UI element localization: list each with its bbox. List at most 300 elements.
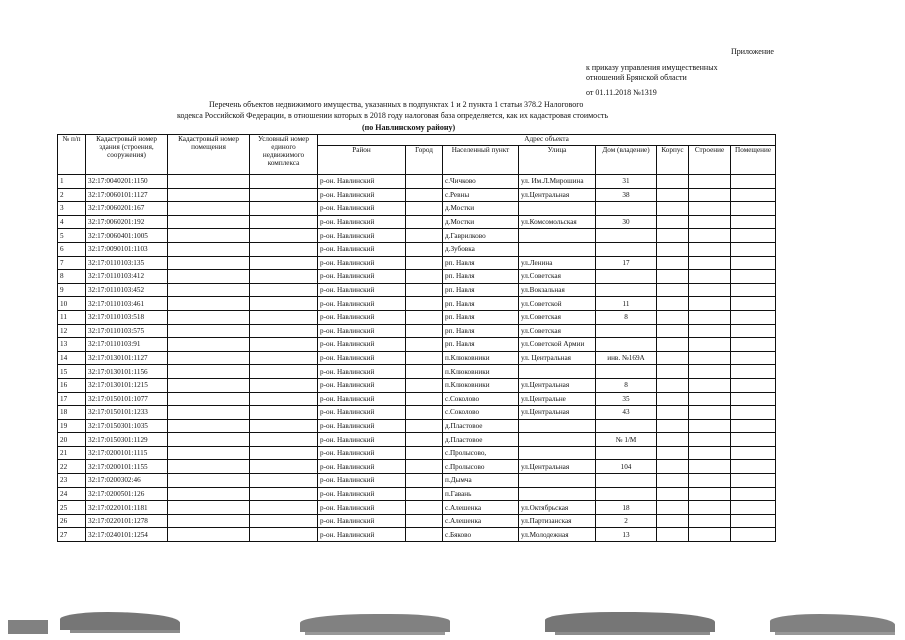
district-cell: р-он. Навлинский <box>318 270 406 284</box>
settlement-cell: д.Мостки <box>443 215 519 229</box>
district-cell: р-он. Навлинский <box>318 378 406 392</box>
city-cell <box>406 338 443 352</box>
house-cell: 8 <box>596 378 657 392</box>
house-cell <box>596 419 657 433</box>
room-cell <box>731 365 776 379</box>
settlement-cell: п.Гавань <box>443 487 519 501</box>
street-cell: ул.Советская <box>519 310 596 324</box>
cad-building-cell: 32:17:0130101:1156 <box>86 365 168 379</box>
korpus-cell <box>657 202 689 216</box>
room-cell <box>731 433 776 447</box>
row-number: 24 <box>58 487 86 501</box>
korpus-cell <box>657 338 689 352</box>
cond-num-cell <box>250 283 318 297</box>
district-cell: р-он. Навлинский <box>318 188 406 202</box>
house-cell: 30 <box>596 215 657 229</box>
building-cell <box>689 256 731 270</box>
korpus-cell <box>657 474 689 488</box>
document-title-line-1: Перечень объектов недвижимого имущества, указанных в подпунктах 1 и 2 пункта 1 статьи 378.2 Налогового <box>209 100 584 109</box>
house-cell <box>596 229 657 243</box>
cad-building-cell: 32:17:0110103:518 <box>86 310 168 324</box>
table-row <box>58 351 776 365</box>
cad-building-cell: 32:17:0060201:167 <box>86 202 168 216</box>
house-cell: 8 <box>596 310 657 324</box>
row-number: 15 <box>58 365 86 379</box>
district-cell: р-он. Навлинский <box>318 256 406 270</box>
room-cell <box>731 242 776 256</box>
table-row <box>58 460 776 474</box>
street-cell: ул.Советской Армии <box>519 338 596 352</box>
city-cell <box>406 406 443 420</box>
house-cell: 17 <box>596 256 657 270</box>
district-cell: р-он. Навлинский <box>318 487 406 501</box>
korpus-cell <box>657 283 689 297</box>
city-cell <box>406 487 443 501</box>
col-room-header: Помещение <box>731 146 776 175</box>
row-number: 11 <box>58 310 86 324</box>
district-cell: р-он. Навлинский <box>318 419 406 433</box>
cond-num-cell <box>250 365 318 379</box>
cad-room-cell <box>168 501 250 515</box>
building-cell <box>689 474 731 488</box>
street-cell: ул.Октябрьская <box>519 501 596 515</box>
table-row <box>58 229 776 243</box>
city-cell <box>406 365 443 379</box>
street-cell <box>519 446 596 460</box>
cad-building-cell: 32:17:0200101:1155 <box>86 460 168 474</box>
district-cell: р-он. Навлинский <box>318 202 406 216</box>
cad-room-cell <box>168 242 250 256</box>
table-row <box>58 419 776 433</box>
house-cell: 104 <box>596 460 657 474</box>
order-line-1: к приказу управления имущественных <box>586 63 718 72</box>
building-cell <box>689 338 731 352</box>
table-row <box>58 202 776 216</box>
building-cell <box>689 202 731 216</box>
cond-num-cell <box>250 229 318 243</box>
settlement-cell: рп. Навля <box>443 297 519 311</box>
cond-num-cell <box>250 256 318 270</box>
korpus-cell <box>657 175 689 189</box>
cad-room-cell <box>168 351 250 365</box>
order-line-2: отношений Брянской области <box>586 73 687 82</box>
settlement-cell: д.Пластовое <box>443 419 519 433</box>
row-number: 14 <box>58 351 86 365</box>
col-cond-num-header: Условный номер единого недвижимого комплекса <box>250 135 318 175</box>
table-row <box>58 338 776 352</box>
row-number: 5 <box>58 229 86 243</box>
row-number: 2 <box>58 188 86 202</box>
room-cell <box>731 501 776 515</box>
cad-building-cell: 32:17:0110103:135 <box>86 256 168 270</box>
city-cell <box>406 514 443 528</box>
cond-num-cell <box>250 215 318 229</box>
room-cell <box>731 310 776 324</box>
house-cell <box>596 202 657 216</box>
settlement-cell: п.Дымча <box>443 474 519 488</box>
cad-room-cell <box>168 324 250 338</box>
table-body <box>58 175 776 542</box>
cond-num-cell <box>250 501 318 515</box>
settlement-cell: с.Бяково <box>443 528 519 542</box>
city-cell <box>406 446 443 460</box>
cad-building-cell: 32:17:0060401:1005 <box>86 229 168 243</box>
cond-num-cell <box>250 460 318 474</box>
korpus-cell <box>657 351 689 365</box>
row-number: 19 <box>58 419 86 433</box>
city-cell <box>406 283 443 297</box>
room-cell <box>731 270 776 284</box>
col-address-header: Адрес объекта <box>318 135 776 146</box>
cond-num-cell <box>250 392 318 406</box>
row-number: 1 <box>58 175 86 189</box>
building-cell <box>689 215 731 229</box>
settlement-cell: с.Алешенка <box>443 514 519 528</box>
building-cell <box>689 297 731 311</box>
settlement-cell: с.Пролысово <box>443 460 519 474</box>
district-cell: р-он. Навлинский <box>318 514 406 528</box>
district-cell: р-он. Навлинский <box>318 310 406 324</box>
cad-room-cell <box>168 419 250 433</box>
korpus-cell <box>657 446 689 460</box>
korpus-cell <box>657 501 689 515</box>
settlement-cell: д.Пластовое <box>443 433 519 447</box>
korpus-cell <box>657 487 689 501</box>
city-cell <box>406 474 443 488</box>
cad-building-cell: 32:17:0150101:1233 <box>86 406 168 420</box>
district-cell: р-он. Навлинский <box>318 242 406 256</box>
row-number: 17 <box>58 392 86 406</box>
row-number: 27 <box>58 528 86 542</box>
cad-building-cell: 32:17:0040201:1150 <box>86 175 168 189</box>
street-cell: ул.Центральная <box>519 188 596 202</box>
table-row <box>58 188 776 202</box>
district-cell: р-он. Навлинский <box>318 528 406 542</box>
settlement-cell: рп. Навля <box>443 338 519 352</box>
cond-num-cell <box>250 528 318 542</box>
building-cell <box>689 270 731 284</box>
cond-num-cell <box>250 419 318 433</box>
row-number: 9 <box>58 283 86 297</box>
room-cell <box>731 446 776 460</box>
table-row <box>58 501 776 515</box>
korpus-cell <box>657 256 689 270</box>
house-cell <box>596 242 657 256</box>
cad-building-cell: 32:17:0090101:1103 <box>86 242 168 256</box>
settlement-cell: с.Ревны <box>443 188 519 202</box>
korpus-cell <box>657 310 689 324</box>
building-cell <box>689 188 731 202</box>
cad-room-cell <box>168 378 250 392</box>
city-cell <box>406 256 443 270</box>
room-cell <box>731 283 776 297</box>
settlement-cell: рп. Навля <box>443 324 519 338</box>
building-cell <box>689 487 731 501</box>
city-cell <box>406 297 443 311</box>
col-settlement-header: Населенный пункт <box>443 146 519 175</box>
building-cell <box>689 528 731 542</box>
building-cell <box>689 351 731 365</box>
row-number: 23 <box>58 474 86 488</box>
room-cell <box>731 215 776 229</box>
col-house-header: Дом (владение) <box>596 146 657 175</box>
settlement-cell: рп. Навля <box>443 270 519 284</box>
street-cell <box>519 229 596 243</box>
table-row <box>58 175 776 189</box>
building-cell <box>689 378 731 392</box>
cond-num-cell <box>250 188 318 202</box>
table-row <box>58 256 776 270</box>
house-cell <box>596 487 657 501</box>
street-cell: ул.Центральная <box>519 406 596 420</box>
district-cell: р-он. Навлинский <box>318 283 406 297</box>
cad-room-cell <box>168 514 250 528</box>
district-cell: р-он. Навлинский <box>318 460 406 474</box>
cad-room-cell <box>168 310 250 324</box>
room-cell <box>731 528 776 542</box>
street-cell: ул.Центральная <box>519 378 596 392</box>
row-number: 20 <box>58 433 86 447</box>
street-cell: ул. Центральная <box>519 351 596 365</box>
house-cell <box>596 474 657 488</box>
korpus-cell <box>657 378 689 392</box>
settlement-cell: д.Гаврилково <box>443 229 519 243</box>
row-number: 10 <box>58 297 86 311</box>
settlement-cell: с.Пролысово, <box>443 446 519 460</box>
district-cell: р-он. Навлинский <box>318 324 406 338</box>
cad-building-cell: 32:17:0060101:1127 <box>86 188 168 202</box>
house-cell <box>596 324 657 338</box>
cond-num-cell <box>250 433 318 447</box>
building-cell <box>689 242 731 256</box>
table-row <box>58 283 776 297</box>
city-cell <box>406 378 443 392</box>
district-cell: р-он. Навлинский <box>318 365 406 379</box>
table-row <box>58 242 776 256</box>
appendix-label: Приложение <box>731 47 774 56</box>
house-cell: 35 <box>596 392 657 406</box>
cad-room-cell <box>168 433 250 447</box>
cond-num-cell <box>250 242 318 256</box>
row-number: 13 <box>58 338 86 352</box>
col-district-header: Район <box>318 146 406 175</box>
order-date: от 01.11.2018 №1319 <box>586 88 657 97</box>
cad-room-cell <box>168 406 250 420</box>
city-cell <box>406 310 443 324</box>
table-row <box>58 528 776 542</box>
cad-building-cell: 32:17:0240101:1254 <box>86 528 168 542</box>
room-cell <box>731 460 776 474</box>
cad-room-cell <box>168 338 250 352</box>
district-cell: р-он. Навлинский <box>318 392 406 406</box>
building-cell <box>689 283 731 297</box>
row-number: 6 <box>58 242 86 256</box>
building-cell <box>689 229 731 243</box>
cond-num-cell <box>250 338 318 352</box>
korpus-cell <box>657 270 689 284</box>
room-cell <box>731 351 776 365</box>
korpus-cell <box>657 528 689 542</box>
building-cell <box>689 175 731 189</box>
street-cell <box>519 487 596 501</box>
cad-building-cell: 32:17:0110103:461 <box>86 297 168 311</box>
objects-table <box>57 134 776 542</box>
room-cell <box>731 338 776 352</box>
city-cell <box>406 242 443 256</box>
city-cell <box>406 270 443 284</box>
building-cell <box>689 324 731 338</box>
house-cell <box>596 365 657 379</box>
table-row <box>58 487 776 501</box>
col-city-header: Город <box>406 146 443 175</box>
cad-building-cell: 32:17:0130101:1127 <box>86 351 168 365</box>
district-subtitle: (по Навлинскому району) <box>362 123 456 132</box>
cond-num-cell <box>250 378 318 392</box>
row-number: 8 <box>58 270 86 284</box>
cad-room-cell <box>168 270 250 284</box>
scan-noise-band <box>0 602 905 640</box>
district-cell: р-он. Навлинский <box>318 446 406 460</box>
cad-room-cell <box>168 365 250 379</box>
room-cell <box>731 514 776 528</box>
room-cell <box>731 378 776 392</box>
room-cell <box>731 202 776 216</box>
row-number: 7 <box>58 256 86 270</box>
korpus-cell <box>657 365 689 379</box>
korpus-cell <box>657 460 689 474</box>
city-cell <box>406 229 443 243</box>
cad-building-cell: 32:17:0110103:452 <box>86 283 168 297</box>
cad-building-cell: 32:17:0200501:126 <box>86 487 168 501</box>
row-number: 18 <box>58 406 86 420</box>
house-cell: 18 <box>596 501 657 515</box>
cad-building-cell: 32:17:0150101:1077 <box>86 392 168 406</box>
room-cell <box>731 256 776 270</box>
city-cell <box>406 351 443 365</box>
korpus-cell <box>657 242 689 256</box>
settlement-cell: рп. Навля <box>443 283 519 297</box>
building-cell <box>689 365 731 379</box>
district-cell: р-он. Навлинский <box>318 406 406 420</box>
settlement-cell: с.Алешенка <box>443 501 519 515</box>
cond-num-cell <box>250 351 318 365</box>
city-cell <box>406 188 443 202</box>
building-cell <box>689 460 731 474</box>
district-cell: р-он. Навлинский <box>318 338 406 352</box>
district-cell: р-он. Навлинский <box>318 501 406 515</box>
table-row <box>58 270 776 284</box>
room-cell <box>731 419 776 433</box>
city-cell <box>406 324 443 338</box>
cad-building-cell: 32:17:0200101:1115 <box>86 446 168 460</box>
room-cell <box>731 297 776 311</box>
table-row <box>58 365 776 379</box>
cad-building-cell: 32:17:0110103:575 <box>86 324 168 338</box>
street-cell <box>519 202 596 216</box>
district-cell: р-он. Навлинский <box>318 433 406 447</box>
district-cell: р-он. Навлинский <box>318 297 406 311</box>
city-cell <box>406 460 443 474</box>
city-cell <box>406 215 443 229</box>
cad-room-cell <box>168 446 250 460</box>
cond-num-cell <box>250 487 318 501</box>
building-cell <box>689 310 731 324</box>
city-cell <box>406 433 443 447</box>
house-cell: 31 <box>596 175 657 189</box>
street-cell: ул.Советская <box>519 270 596 284</box>
house-cell: 11 <box>596 297 657 311</box>
house-cell: 13 <box>596 528 657 542</box>
settlement-cell: п.Клюковники <box>443 351 519 365</box>
district-cell: р-он. Навлинский <box>318 351 406 365</box>
house-cell <box>596 270 657 284</box>
table-row <box>58 310 776 324</box>
district-cell: р-он. Навлинский <box>318 215 406 229</box>
room-cell <box>731 175 776 189</box>
cond-num-cell <box>250 514 318 528</box>
col-building-header: Строение <box>689 146 731 175</box>
row-number: 25 <box>58 501 86 515</box>
cad-room-cell <box>168 283 250 297</box>
building-cell <box>689 514 731 528</box>
cond-num-cell <box>250 175 318 189</box>
cad-room-cell <box>168 460 250 474</box>
city-cell <box>406 392 443 406</box>
room-cell <box>731 487 776 501</box>
cad-room-cell <box>168 215 250 229</box>
cond-num-cell <box>250 474 318 488</box>
table-row <box>58 392 776 406</box>
settlement-cell: рп. Навля <box>443 310 519 324</box>
table-row <box>58 433 776 447</box>
cad-room-cell <box>168 229 250 243</box>
street-cell: ул.Центральная <box>519 460 596 474</box>
city-cell <box>406 202 443 216</box>
cad-room-cell <box>168 487 250 501</box>
settlement-cell: п.Клюковники <box>443 378 519 392</box>
city-cell <box>406 528 443 542</box>
street-cell: ул. Им.Л.Мирошина <box>519 175 596 189</box>
korpus-cell <box>657 392 689 406</box>
street-cell: ул.Центральне <box>519 392 596 406</box>
street-cell: ул.Ленина <box>519 256 596 270</box>
korpus-cell <box>657 419 689 433</box>
col-cad-room-header: Кадастровый номер помещения <box>168 135 250 175</box>
cond-num-cell <box>250 324 318 338</box>
table-row <box>58 324 776 338</box>
cad-room-cell <box>168 297 250 311</box>
table-row <box>58 474 776 488</box>
settlement-cell: рп. Навля <box>443 256 519 270</box>
korpus-cell <box>657 215 689 229</box>
street-cell <box>519 242 596 256</box>
cond-num-cell <box>250 270 318 284</box>
korpus-cell <box>657 406 689 420</box>
row-number: 21 <box>58 446 86 460</box>
street-cell: ул.Молодежная <box>519 528 596 542</box>
row-number: 26 <box>58 514 86 528</box>
row-number: 4 <box>58 215 86 229</box>
row-number: 22 <box>58 460 86 474</box>
street-cell: ул.Советская <box>519 324 596 338</box>
room-cell <box>731 324 776 338</box>
building-cell <box>689 433 731 447</box>
row-number: 12 <box>58 324 86 338</box>
street-cell: ул.Советской <box>519 297 596 311</box>
street-cell <box>519 419 596 433</box>
room-cell <box>731 474 776 488</box>
city-cell <box>406 175 443 189</box>
